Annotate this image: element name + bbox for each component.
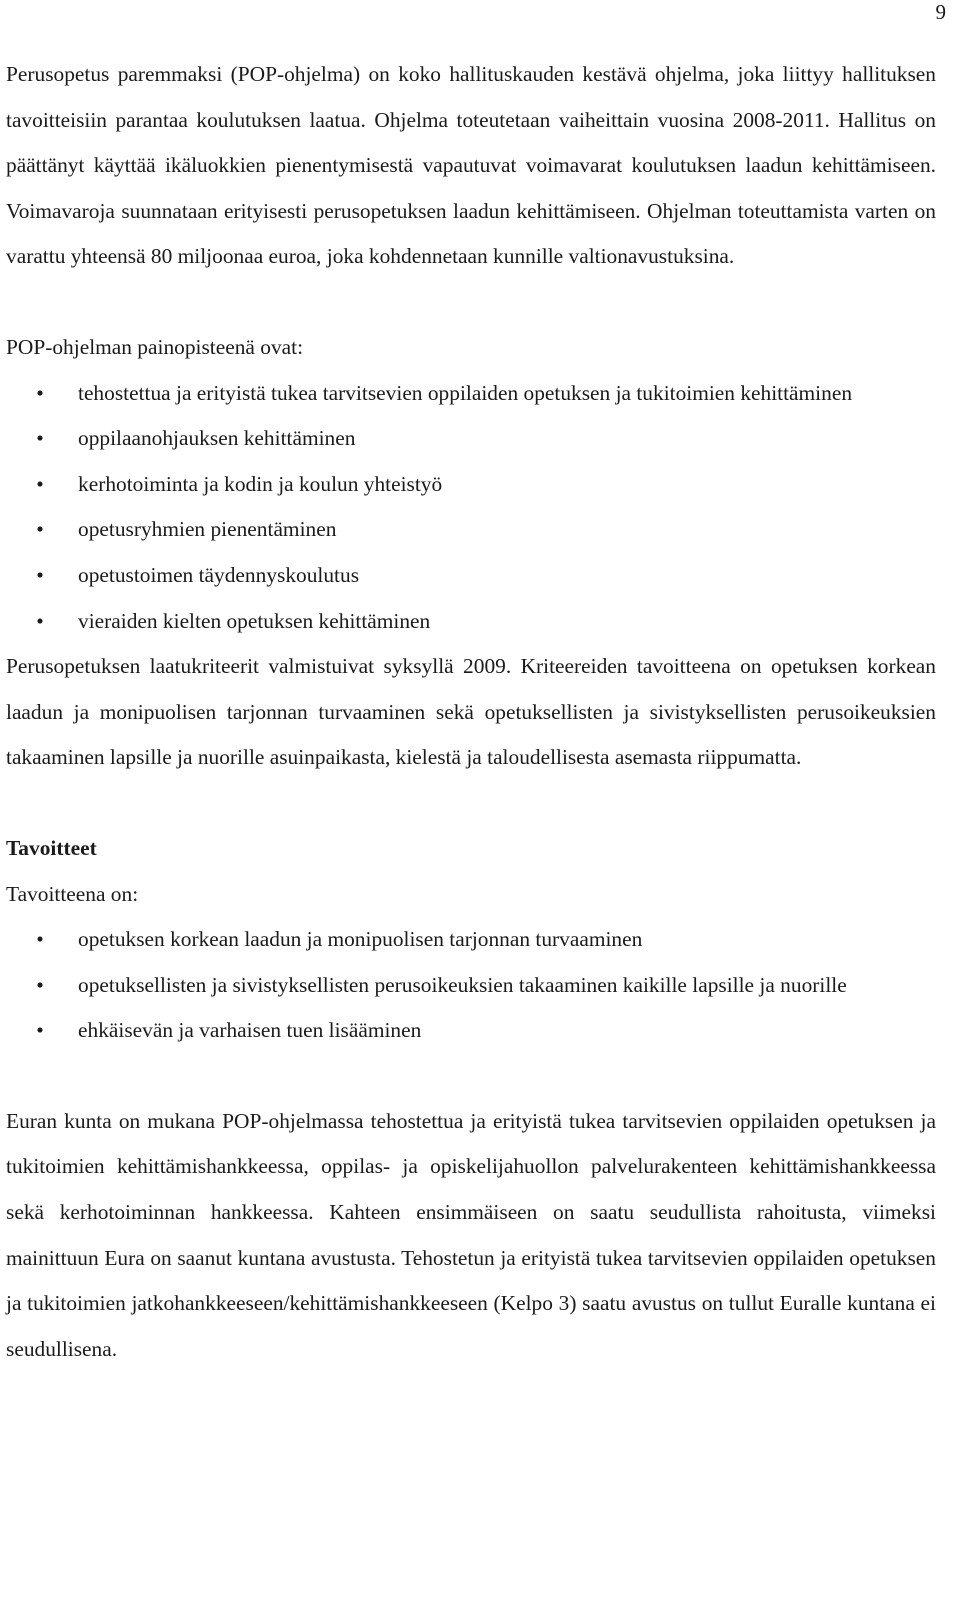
criteria-paragraph: Perusopetuksen laatukriteerit valmistuivat syksyllä 2009. Kriteereiden tavoitteena on opetuksen korkean laadun ja monipuolisen tarjonnan turvaaminen sekä opetuksellisten ja sivistyksellisten perusoikeuksien takaaminen lapsille ja nuorille asuinpaikasta, kielestä ja taloudellisesta asemasta riippumatta. [6,654,936,770]
bullet-icon: • [36,426,44,451]
list-item: • opetuksen korkean laadun ja monipuolisen tarjonnan turvaaminen [6,917,936,963]
list-item: • opetustoimen täydennyskoulutus [6,553,936,599]
list-item: • vieraiden kielten opetuksen kehittäminen [6,599,936,645]
page-number: 9 [935,0,946,24]
bullet-icon: • [36,517,44,542]
goals-list [6,917,936,1054]
goals-heading: Tavoitteet [6,835,97,860]
intro-paragraph: Perusopetus paremmaksi (POP-ohjelma) on koko hallituskauden kestävä ohjelma, joka liittyy hallituksen tavoitteisiin parantaa koulutuksen laatua. Ohjelma toteutetaan vaiheittain vuosina 2008-2011. Hallitus on päättänyt käyttää ikäluokkien pienentymisestä vapautuvat voimavarat koulutuksen laadun kehittämiseen. Voimavaroja suunnataan erityisesti perusopetuksen laadun kehittämiseen. Ohjelman toteuttamista varten on varattu yhteensä 80 miljoonaa euroa, joka kohdennetaan kunnille valtionavustuksina. [6,62,936,269]
bullet-icon: • [36,927,44,952]
goals-intro: Tavoitteena on: [6,881,139,906]
list-item: • ehkäisevän ja varhaisen tuen lisääminen [6,1008,936,1054]
priorities-intro: POP-ohjelman painopisteenä ovat: [6,334,304,359]
list-item: • opetusryhmien pienentäminen [6,507,936,553]
list-item: • tehostettua ja erityistä tukea tarvitsevien oppilaiden opetuksen ja tukitoimien kehittäminen [6,371,936,417]
priorities-list [6,371,936,645]
bullet-icon: • [36,471,44,496]
eura-paragraph: Euran kunta on mukana POP-ohjelmassa tehostettua ja erityistä tukea tarvitsevien oppilaiden opetuksen ja tukitoimien kehittämishankkeessa, oppilas- ja opiskelijahuollon palvelurakenteen kehittämishankkeessa sekä kerhotoiminnan hankkeessa. Kahteen ensimmäiseen on saatu seudullista rahoitusta, viimeksi mainittuun Eura on saanut kuntana avustusta. Tehostetun ja erityistä tukea tarvitsevien oppilaiden opetuksen ja tukitoimien jatkohankkeeseen/kehittämishankkeeseen (Kelpo 3) saatu avustus on tullut Euralle kuntana ei seudullisena. [6,1108,936,1361]
document-body [6,52,936,1372]
list-item: • oppilaanohjauksen kehittäminen [6,416,936,462]
bullet-icon: • [36,562,44,587]
bullet-icon: • [36,380,44,405]
bullet-icon: • [36,1018,44,1043]
spacer [6,280,936,325]
spacer [6,1054,936,1099]
spacer [6,781,936,826]
list-item: • opetuksellisten ja sivistyksellisten perusoikeuksien takaaminen kaikille lapsille ja nuorille [6,963,936,1009]
list-item: • kerhotoiminta ja kodin ja koulun yhteistyö [6,462,936,508]
bullet-icon: • [36,608,44,633]
bullet-icon: • [36,972,44,997]
